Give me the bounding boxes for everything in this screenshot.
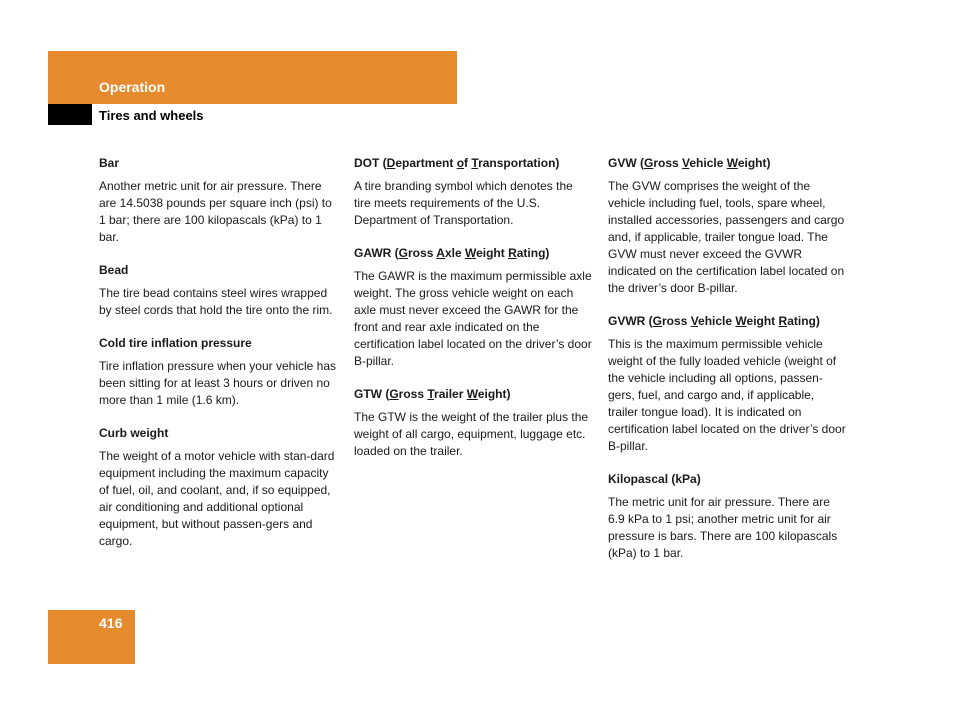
column-1 (99, 155, 337, 566)
term-dot: DOT (Department of Transportation) (354, 156, 560, 170)
definition-gvwr: This is the maximum permissible vehicle weight of the fully loaded vehicle (weight of the vehicle including all options, passen-gers, fuel, and cargo and, if applicable, trailer tongue load). It is indicated on certification label located on the driver’s door B-pillar. (608, 337, 846, 453)
term-bar: Bar (99, 156, 120, 170)
term-cold-tire-inflation-pressure: Cold tire inflation pressure (99, 336, 252, 350)
definition-gawr: The GAWR is the maximum permissible axle weight. The gross vehicle weight on each axle must never exceed the GAWR for the front and rear axle indicated on the certification label located on the driver’s door B-pillar. (354, 269, 592, 368)
term-gvwr: GVWR (Gross Vehicle Weight Rating) (608, 314, 820, 328)
term-gawr: GAWR (Gross Axle Weight Rating) (354, 246, 550, 260)
definition-dot: A tire branding symbol which denotes the tire meets requirements of the U.S. Department of Transportation. (354, 179, 573, 227)
section-marker-tab (48, 104, 92, 125)
definition-gtw: The GTW is the weight of the trailer plus the weight of all cargo, equipment, luggage etc. loaded on the trailer. (354, 410, 589, 458)
column-2 (354, 155, 592, 476)
definition-bar: Another metric unit for air pressure. There are 14.5038 pounds per square inch (psi) to 1 bar; there are 100 kilopascals (kPa) to 1 bar. (99, 179, 332, 244)
definition-kilopascal: The metric unit for air pressure. There are 6.9 kPa to 1 psi; another metric unit for air pressure is bars. There are 100 kilopascals (kPa) to 1 bar. (608, 495, 838, 560)
term-gvw: GVW (Gross Vehicle Weight) (608, 156, 771, 170)
section-title: Operation (99, 79, 166, 95)
definition-gvw: The GVW comprises the weight of the vehicle including fuel, tools, spare wheel, installed accessories, passengers and cargo and, if applicable, trailer tongue load. The GVW must never exceed the GVWR indicated on the certification label located on the driver’s door B-pillar. (608, 179, 845, 295)
term-bead: Bead (99, 263, 129, 277)
term-curb-weight: Curb weight (99, 426, 169, 440)
term-kilopascal: Kilopascal (kPa) (608, 472, 701, 486)
subsection-title: Tires and wheels (99, 108, 204, 123)
definition-cold-tire-inflation-pressure: Tire inflation pressure when your vehicle has been sitting for at least 3 hours or driven no more than 1 mile (1.6 km). (99, 359, 337, 407)
definition-curb-weight: The weight of a motor vehicle with stan-dard equipment including the maximum capacity of fuel, oil, and coolant, and, if so equipped, air conditioning and additional optional equipment, but without passen-gers and cargo. (99, 449, 335, 548)
term-gtw: GTW (Gross Trailer Weight) (354, 387, 511, 401)
page-number: 416 (99, 615, 123, 631)
column-3 (608, 155, 846, 578)
header-band (48, 51, 457, 104)
definition-bead: The tire bead contains steel wires wrapped by steel cords that hold the tire onto the rim. (99, 286, 333, 317)
